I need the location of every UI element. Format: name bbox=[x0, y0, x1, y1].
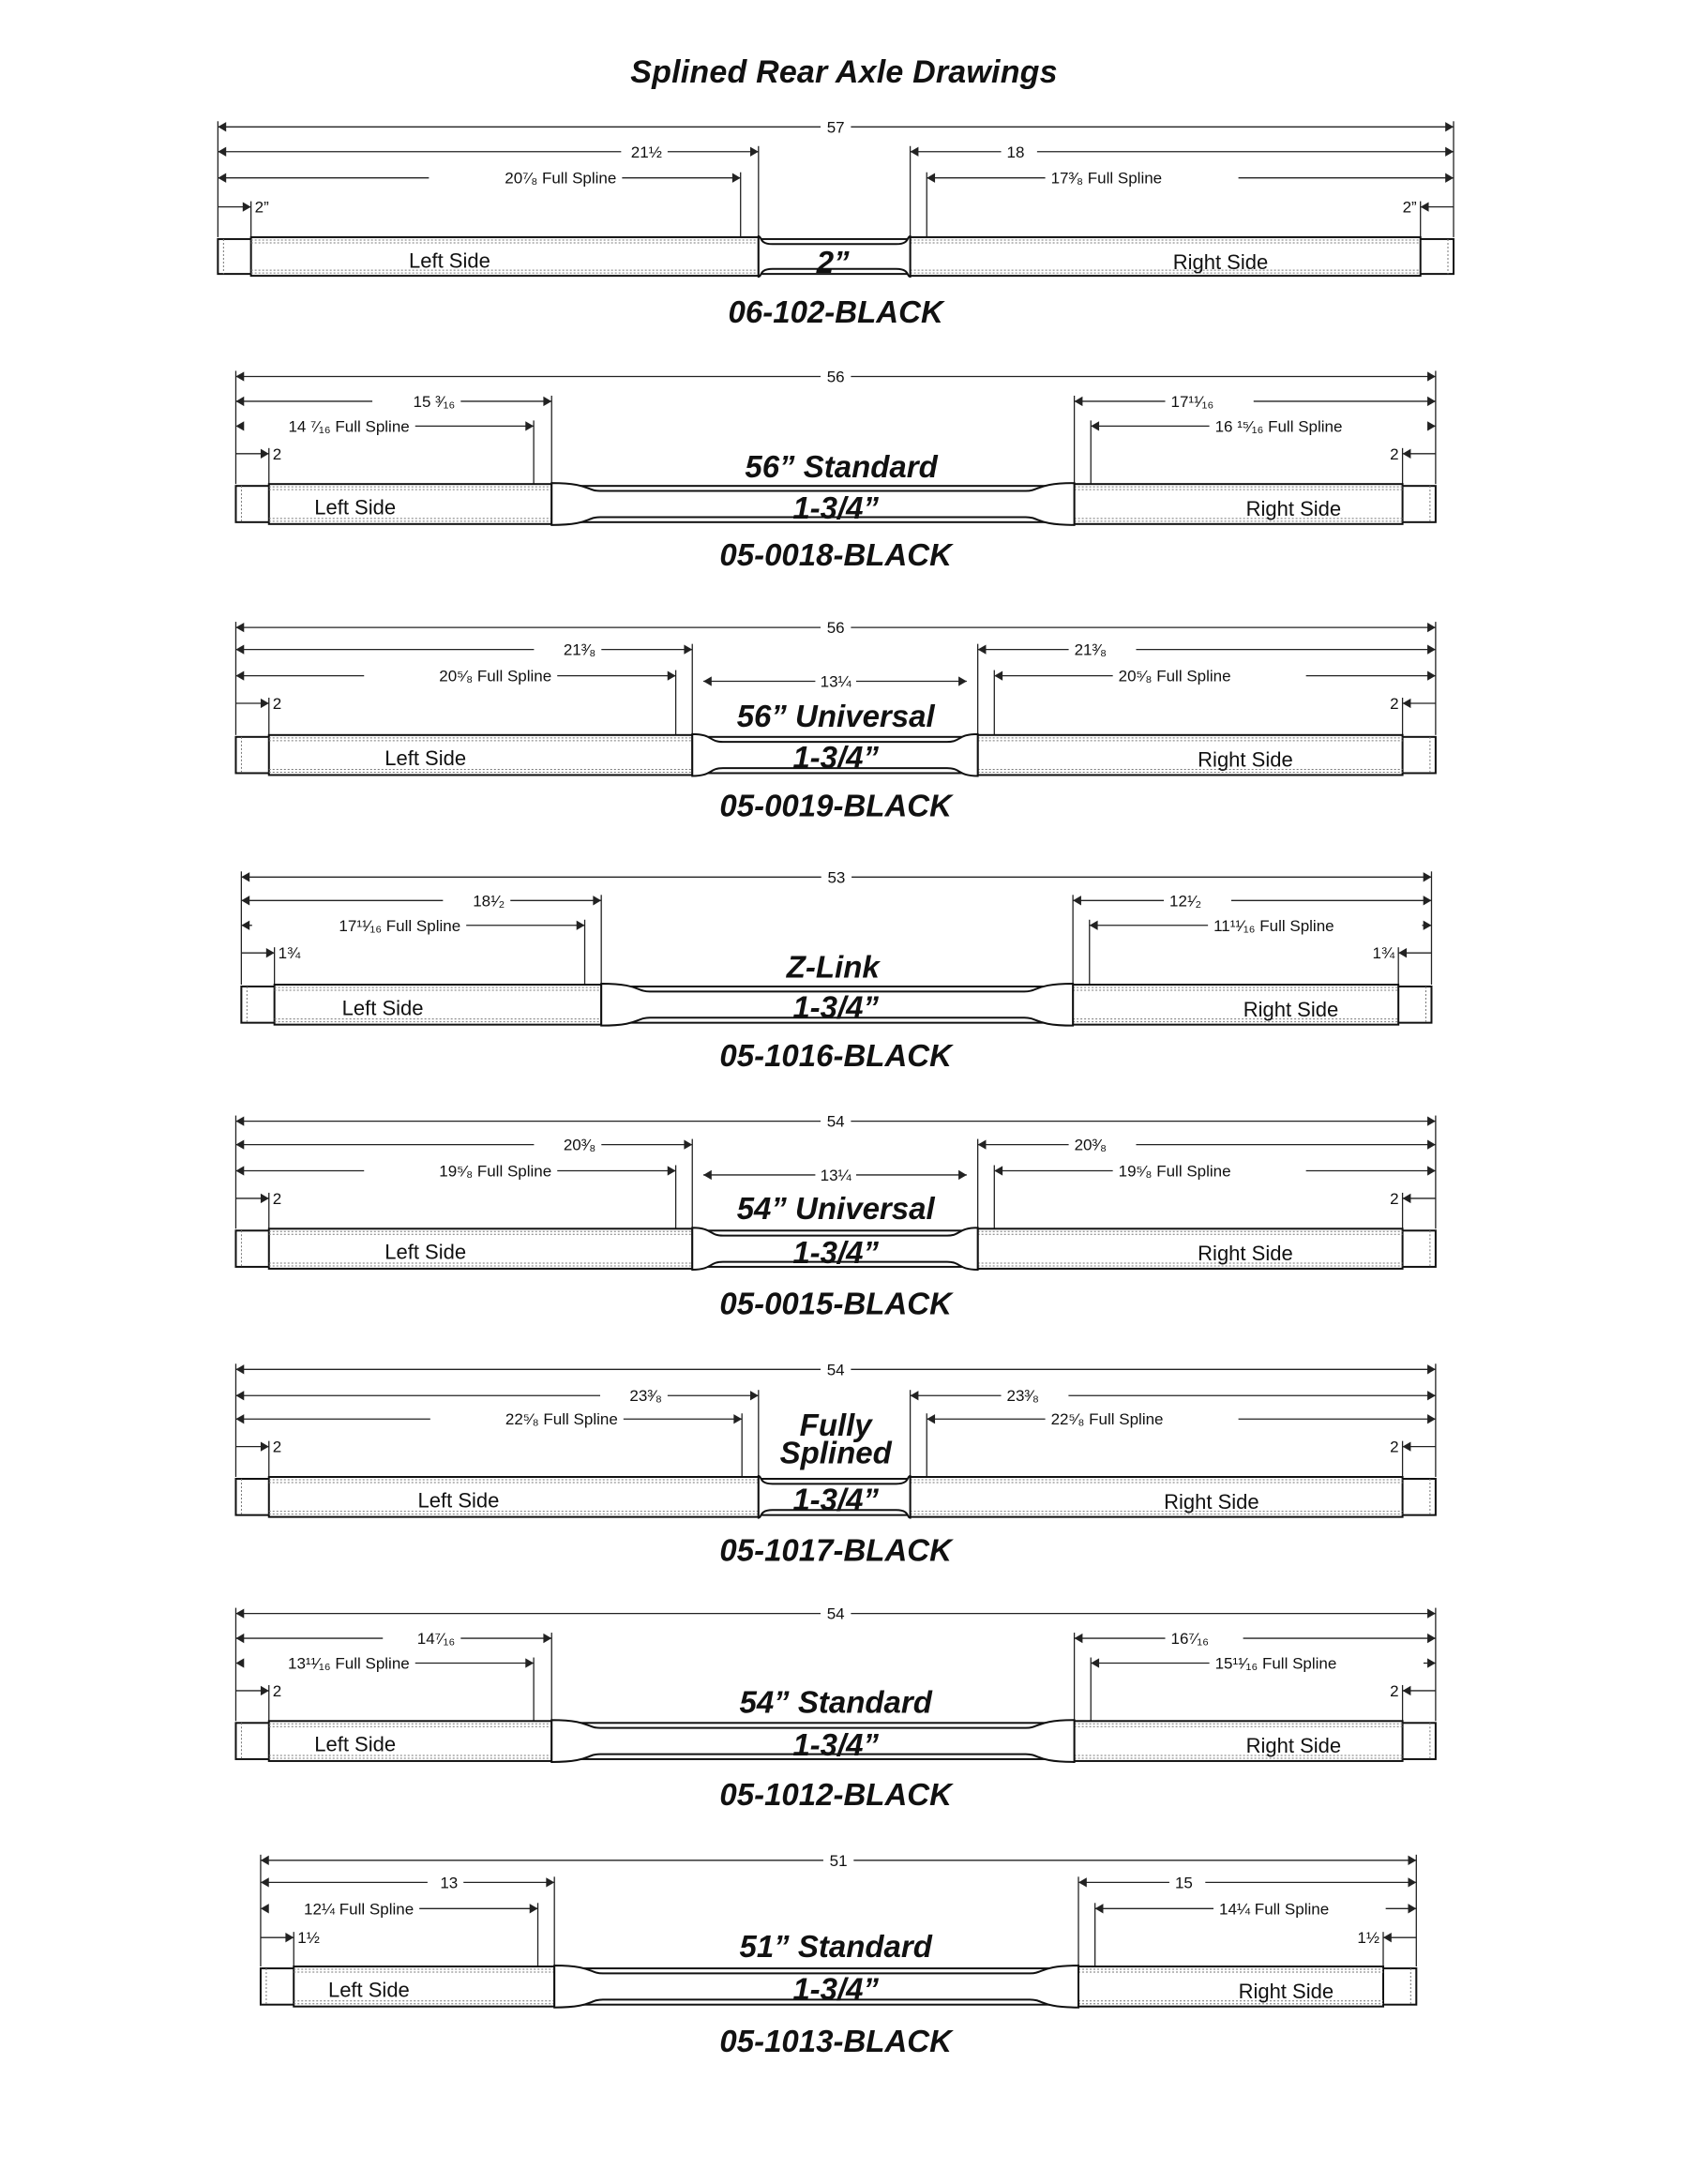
right-length-dimension bbox=[1075, 1630, 1436, 1648]
arrowhead bbox=[266, 948, 275, 957]
right-stub-label: 2 bbox=[1390, 1681, 1399, 1700]
arrowhead bbox=[261, 449, 269, 459]
axle-label: 1-3/4” bbox=[792, 490, 880, 525]
dimension-label: 12¼ Full Spline bbox=[303, 1900, 414, 1919]
left-stub-label: 2 bbox=[272, 1438, 282, 1456]
arrowhead bbox=[1408, 1877, 1416, 1887]
dimension-label: 20⁵⁄₈ Full Spline bbox=[1118, 667, 1231, 685]
arrowhead bbox=[1427, 1116, 1436, 1125]
left-length-dimension bbox=[235, 1387, 758, 1405]
right-side-label: Right Side bbox=[1245, 497, 1342, 520]
right-spline-dimension bbox=[927, 170, 1454, 188]
arrowhead bbox=[668, 1166, 676, 1175]
arrowhead bbox=[1075, 1634, 1083, 1643]
dimension-label: 14¼ Full Spline bbox=[1219, 1900, 1330, 1919]
dimension-label: 15¹¹⁄₁₆ Full Spline bbox=[1214, 1654, 1337, 1673]
right-side-label: Right Side bbox=[1198, 747, 1293, 772]
right-stub-label: 1¾ bbox=[1372, 944, 1395, 963]
arrowhead bbox=[1403, 699, 1411, 708]
arrowhead bbox=[684, 1139, 692, 1149]
overall-length-dimension bbox=[261, 1852, 1416, 1870]
dimension-label: 20³⁄₈ bbox=[1074, 1136, 1108, 1154]
dimension-label: 20⁵⁄₈ Full Spline bbox=[439, 667, 552, 685]
left-length-dimension bbox=[235, 393, 551, 411]
arrowhead bbox=[235, 1608, 244, 1618]
part-number: 06-102-BLACK bbox=[728, 294, 943, 330]
arrowhead bbox=[1090, 921, 1098, 930]
arrowhead bbox=[1408, 1856, 1416, 1865]
dimension-label: 56 bbox=[826, 368, 845, 386]
dimension-label: 17¹¹⁄₁₆ bbox=[1170, 392, 1214, 411]
arrowhead bbox=[235, 1634, 244, 1643]
arrowhead bbox=[1421, 202, 1429, 211]
dimension-label: 14⁷⁄₁₆ bbox=[416, 1630, 456, 1649]
dimension-label: 53 bbox=[827, 868, 846, 887]
arrowhead bbox=[958, 676, 967, 685]
arrowhead bbox=[1091, 1658, 1099, 1667]
arrowhead bbox=[235, 623, 244, 632]
arrowhead bbox=[235, 645, 244, 655]
left-stub-label: 1¾ bbox=[278, 944, 301, 963]
dimension-label: 18 bbox=[1006, 143, 1025, 161]
right-length-dimension bbox=[911, 1387, 1436, 1405]
arrowhead bbox=[978, 645, 987, 655]
arrowhead bbox=[1427, 1634, 1436, 1643]
dimension-label: 19⁵⁄₈ Full Spline bbox=[439, 1162, 552, 1181]
right-stub-label: 2 bbox=[1390, 695, 1399, 713]
left-side-label: Left Side bbox=[384, 746, 467, 771]
right-spline-dimension bbox=[994, 1163, 1436, 1181]
arrowhead bbox=[927, 173, 935, 183]
arrowhead bbox=[235, 1391, 244, 1400]
arrowhead bbox=[1403, 1194, 1411, 1203]
arrowhead bbox=[911, 1391, 919, 1400]
arrowhead bbox=[684, 645, 692, 655]
left-length-dimension bbox=[261, 1874, 554, 1891]
right-spline-dimension bbox=[1095, 1900, 1417, 1918]
arrowhead bbox=[1427, 1364, 1436, 1374]
dimension-label: 21³⁄₈ bbox=[563, 640, 596, 659]
dimension-label: 21³⁄₈ bbox=[1074, 640, 1108, 659]
axle-label: Z-Link bbox=[786, 949, 880, 985]
arrowhead bbox=[261, 1442, 269, 1452]
arrowhead bbox=[235, 1139, 244, 1149]
arrowhead bbox=[1383, 1933, 1392, 1942]
axle-06-102-black bbox=[218, 118, 1454, 329]
arrowhead bbox=[1424, 896, 1432, 905]
overall-length-dimension bbox=[241, 868, 1431, 886]
left-side-label: Left Side bbox=[314, 1732, 397, 1756]
arrowhead bbox=[525, 421, 534, 430]
right-length-dimension bbox=[911, 143, 1454, 161]
left-side-label: Left Side bbox=[384, 1240, 467, 1264]
center-dimension bbox=[703, 1167, 967, 1184]
arrowhead bbox=[261, 699, 269, 708]
overall-length-dimension bbox=[235, 1113, 1435, 1131]
arrowhead bbox=[261, 1856, 269, 1865]
arrowhead bbox=[1091, 421, 1099, 430]
dimension-label: 15 bbox=[1174, 1874, 1193, 1892]
dimension-label: 13¼ bbox=[820, 672, 852, 691]
part-number: 05-1016-BLACK bbox=[719, 1037, 952, 1073]
left-length-dimension bbox=[235, 1137, 692, 1154]
arrowhead bbox=[1398, 948, 1407, 957]
left-stub-label: 2 bbox=[272, 444, 282, 463]
arrowhead bbox=[235, 371, 244, 381]
left-length-dimension bbox=[235, 641, 692, 659]
stub-dimensions bbox=[218, 199, 1454, 217]
right-stub-label: 2” bbox=[1402, 198, 1417, 217]
dimension-label: 13¹¹⁄₁₆ Full Spline bbox=[287, 1654, 410, 1673]
arrowhead bbox=[1427, 670, 1436, 680]
right-spline-dimension bbox=[1091, 417, 1436, 435]
right-side-label: Right Side bbox=[1198, 1242, 1293, 1266]
left-spline-dimension bbox=[218, 170, 740, 188]
left-side-label: Left Side bbox=[314, 495, 397, 520]
arrowhead bbox=[1427, 421, 1436, 430]
dimension-label: 23³⁄₈ bbox=[1006, 1387, 1039, 1406]
dimension-label: 13 bbox=[440, 1874, 459, 1892]
arrowhead bbox=[241, 872, 249, 881]
arrowhead bbox=[1073, 896, 1081, 905]
left-spline-dimension bbox=[235, 668, 675, 685]
left-stub-label: 2 bbox=[272, 1681, 282, 1700]
dimension-label: 11¹¹⁄₁₆ Full Spline bbox=[1213, 916, 1334, 935]
arrowhead bbox=[994, 1166, 1002, 1175]
right-stub-label: 1½ bbox=[1357, 1929, 1379, 1948]
arrowhead bbox=[978, 1139, 987, 1149]
right-side-label: Right Side bbox=[1164, 1489, 1259, 1514]
axle-label: Splined bbox=[779, 1435, 892, 1470]
dimension-label: 54 bbox=[826, 1604, 845, 1623]
axle-label: 1-3/4” bbox=[792, 740, 880, 776]
dimension-label: 51 bbox=[829, 1851, 848, 1870]
right-stub-label: 2 bbox=[1390, 1438, 1399, 1456]
left-stub-label: 2 bbox=[272, 1189, 282, 1208]
left-side-label: Left Side bbox=[327, 1978, 410, 2002]
dimension-label: 56 bbox=[826, 619, 845, 638]
arrowhead bbox=[668, 670, 676, 680]
arrowhead bbox=[261, 1686, 269, 1695]
dimension-label: 13¼ bbox=[820, 1166, 852, 1184]
part-number: 05-1012-BLACK bbox=[719, 1777, 952, 1812]
axle-label: 1-3/4” bbox=[792, 989, 880, 1025]
dimension-label: 14 ⁷⁄₁₆ Full Spline bbox=[288, 417, 410, 436]
axle-label: Fully bbox=[799, 1407, 872, 1442]
arrowhead bbox=[235, 670, 244, 680]
arrowhead bbox=[927, 1414, 935, 1423]
dimension-label: 19⁵⁄₈ Full Spline bbox=[1118, 1162, 1231, 1181]
right-side-label: Right Side bbox=[1245, 1734, 1342, 1758]
arrowhead bbox=[261, 1877, 269, 1887]
dimension-label: 20³⁄₈ bbox=[563, 1136, 596, 1154]
arrowhead bbox=[1427, 1414, 1436, 1423]
arrowhead bbox=[235, 1364, 244, 1374]
axle-label: 51” Standard bbox=[739, 1928, 932, 1964]
dimension-label: 12¹⁄₂ bbox=[1169, 892, 1202, 911]
arrowhead bbox=[235, 397, 244, 406]
arrowhead bbox=[546, 1877, 554, 1887]
arrowhead bbox=[1445, 147, 1454, 157]
arrowhead bbox=[543, 397, 551, 406]
arrowhead bbox=[235, 1116, 244, 1125]
arrowhead bbox=[1445, 122, 1454, 131]
left-stub-label: 1½ bbox=[297, 1929, 320, 1948]
arrowhead bbox=[1403, 1686, 1411, 1695]
axle-label: 1-3/4” bbox=[792, 1235, 880, 1271]
axle-label: 56” Universal bbox=[736, 699, 935, 733]
dimension-label: 21½ bbox=[630, 143, 662, 161]
axle-label: 1-3/4” bbox=[792, 1727, 880, 1763]
arrowhead bbox=[1424, 921, 1432, 930]
part-number: 05-0019-BLACK bbox=[719, 788, 952, 823]
right-stub-label: 2 bbox=[1390, 1189, 1399, 1208]
page-title: Splined Rear Axle Drawings bbox=[630, 54, 1058, 90]
axle-label: 56” Standard bbox=[745, 448, 938, 484]
arrowhead bbox=[261, 1194, 269, 1203]
arrowhead bbox=[543, 1634, 551, 1643]
overall-length-dimension bbox=[218, 118, 1454, 136]
dimension-label: 18¹⁄₂ bbox=[473, 892, 505, 911]
arrowhead bbox=[1427, 645, 1436, 655]
axle-label: 1-3/4” bbox=[792, 1971, 880, 2007]
left-length-dimension bbox=[241, 892, 601, 910]
arrowhead bbox=[750, 1391, 759, 1400]
arrowhead bbox=[1427, 623, 1436, 632]
part-number: 05-1017-BLACK bbox=[719, 1532, 952, 1568]
arrowhead bbox=[733, 1414, 742, 1423]
left-spline-dimension bbox=[235, 1655, 534, 1673]
axle-label: 2” bbox=[816, 245, 850, 280]
right-length-dimension bbox=[978, 1137, 1436, 1154]
dimension-label: 15 ³⁄₁₆ bbox=[413, 392, 456, 411]
right-spline-dimension bbox=[927, 1410, 1436, 1428]
arrowhead bbox=[994, 670, 1002, 680]
arrowhead bbox=[235, 1658, 244, 1667]
overall-length-dimension bbox=[235, 1605, 1435, 1623]
axle-05-0015-black bbox=[235, 1113, 1435, 1321]
left-spline-dimension bbox=[235, 1163, 675, 1181]
arrowhead bbox=[1078, 1877, 1087, 1887]
arrowhead bbox=[241, 921, 249, 930]
dimension-label: 23³⁄₈ bbox=[629, 1387, 662, 1406]
left-spline-dimension bbox=[241, 917, 584, 935]
axle-label: 54” Standard bbox=[739, 1684, 932, 1720]
arrowhead bbox=[525, 1658, 534, 1667]
arrowhead bbox=[1445, 173, 1454, 183]
arrowhead bbox=[241, 896, 249, 905]
arrowhead bbox=[235, 1414, 244, 1423]
dimension-label: 16 ¹⁵⁄₁₆ Full Spline bbox=[1214, 417, 1343, 436]
arrowhead bbox=[285, 1933, 294, 1942]
left-spline-dimension bbox=[235, 1410, 742, 1428]
arrowhead bbox=[1427, 397, 1436, 406]
arrowhead bbox=[732, 173, 741, 183]
axle-05-1016-black bbox=[241, 868, 1431, 1072]
arrowhead bbox=[218, 173, 226, 183]
axle-label: 54” Universal bbox=[736, 1191, 935, 1226]
left-stub-label: 2” bbox=[254, 198, 269, 217]
left-spline-dimension bbox=[235, 417, 534, 435]
overall-length-dimension bbox=[235, 1361, 1435, 1378]
left-length-dimension bbox=[218, 143, 758, 161]
axle-label: 1-3/4” bbox=[792, 1482, 880, 1517]
arrowhead bbox=[1427, 1166, 1436, 1175]
arrowhead bbox=[243, 202, 251, 211]
arrowhead bbox=[218, 122, 226, 131]
arrowhead bbox=[530, 1904, 538, 1913]
dimension-label: 22⁵⁄₈ Full Spline bbox=[505, 1410, 618, 1429]
arrowhead bbox=[235, 1166, 244, 1175]
arrowhead bbox=[703, 676, 712, 685]
right-stub-label: 2 bbox=[1390, 444, 1399, 463]
axle-05-1012-black bbox=[235, 1605, 1435, 1812]
right-side-label: Right Side bbox=[1238, 1979, 1334, 2003]
arrowhead bbox=[1424, 872, 1432, 881]
right-spline-dimension bbox=[1091, 1655, 1436, 1673]
right-spline-dimension bbox=[994, 668, 1436, 685]
arrowhead bbox=[577, 921, 585, 930]
axle-05-1013-black bbox=[261, 1852, 1416, 2058]
arrowhead bbox=[1427, 1608, 1436, 1618]
dimension-label: 54 bbox=[826, 1361, 845, 1379]
dimension-label: 22⁵⁄₈ Full Spline bbox=[1050, 1410, 1164, 1429]
dimension-label: 54 bbox=[826, 1112, 845, 1131]
arrowhead bbox=[750, 147, 759, 157]
right-length-dimension bbox=[978, 641, 1436, 659]
left-side-label: Left Side bbox=[417, 1488, 500, 1513]
dimension-label: 57 bbox=[826, 118, 845, 137]
arrowhead bbox=[1403, 1442, 1411, 1452]
dimension-label: 16⁷⁄₁₆ bbox=[1170, 1630, 1210, 1649]
arrowhead bbox=[1427, 371, 1436, 381]
left-stub-label: 2 bbox=[272, 695, 282, 713]
part-number: 05-0015-BLACK bbox=[719, 1286, 952, 1321]
arrowhead bbox=[1427, 1658, 1436, 1667]
arrowhead bbox=[911, 147, 919, 157]
dimension-label: 17¹¹⁄₁₆ Full Spline bbox=[339, 916, 461, 935]
overall-length-dimension bbox=[235, 619, 1435, 637]
arrowhead bbox=[1095, 1904, 1104, 1913]
arrowhead bbox=[261, 1904, 269, 1913]
arrowhead bbox=[703, 1170, 712, 1180]
arrowhead bbox=[958, 1170, 967, 1180]
arrowhead bbox=[1408, 1904, 1416, 1913]
center-dimension bbox=[703, 672, 967, 690]
right-length-dimension bbox=[1073, 892, 1431, 910]
arrowhead bbox=[1427, 1391, 1436, 1400]
arrowhead bbox=[218, 147, 226, 157]
left-length-dimension bbox=[235, 1630, 551, 1648]
left-spline-dimension bbox=[261, 1900, 538, 1918]
arrowhead bbox=[235, 421, 244, 430]
right-length-dimension bbox=[1078, 1874, 1416, 1891]
part-number: 05-0018-BLACK bbox=[719, 536, 952, 572]
left-side-label: Left Side bbox=[341, 996, 424, 1020]
arrowhead bbox=[593, 896, 601, 905]
left-side-label: Left Side bbox=[408, 249, 490, 273]
right-splined-section bbox=[911, 1477, 1403, 1517]
arrowhead bbox=[1075, 397, 1083, 406]
axle-05-0019-black bbox=[235, 619, 1435, 822]
right-length-dimension bbox=[1075, 393, 1436, 411]
arrowhead bbox=[1403, 449, 1411, 459]
dimension-label: 20⁷⁄₈ Full Spline bbox=[505, 169, 617, 188]
overall-length-dimension bbox=[235, 368, 1435, 385]
axle-05-1017-black bbox=[235, 1361, 1435, 1567]
dimension-label: 17³⁄₈ Full Spline bbox=[1050, 169, 1163, 188]
part-number: 05-1013-BLACK bbox=[719, 2024, 952, 2059]
right-side-label: Right Side bbox=[1172, 249, 1269, 274]
arrowhead bbox=[1427, 1139, 1436, 1149]
right-spline-dimension bbox=[1090, 917, 1432, 935]
axle-05-0018-black bbox=[235, 368, 1435, 571]
right-side-label: Right Side bbox=[1243, 997, 1339, 1021]
